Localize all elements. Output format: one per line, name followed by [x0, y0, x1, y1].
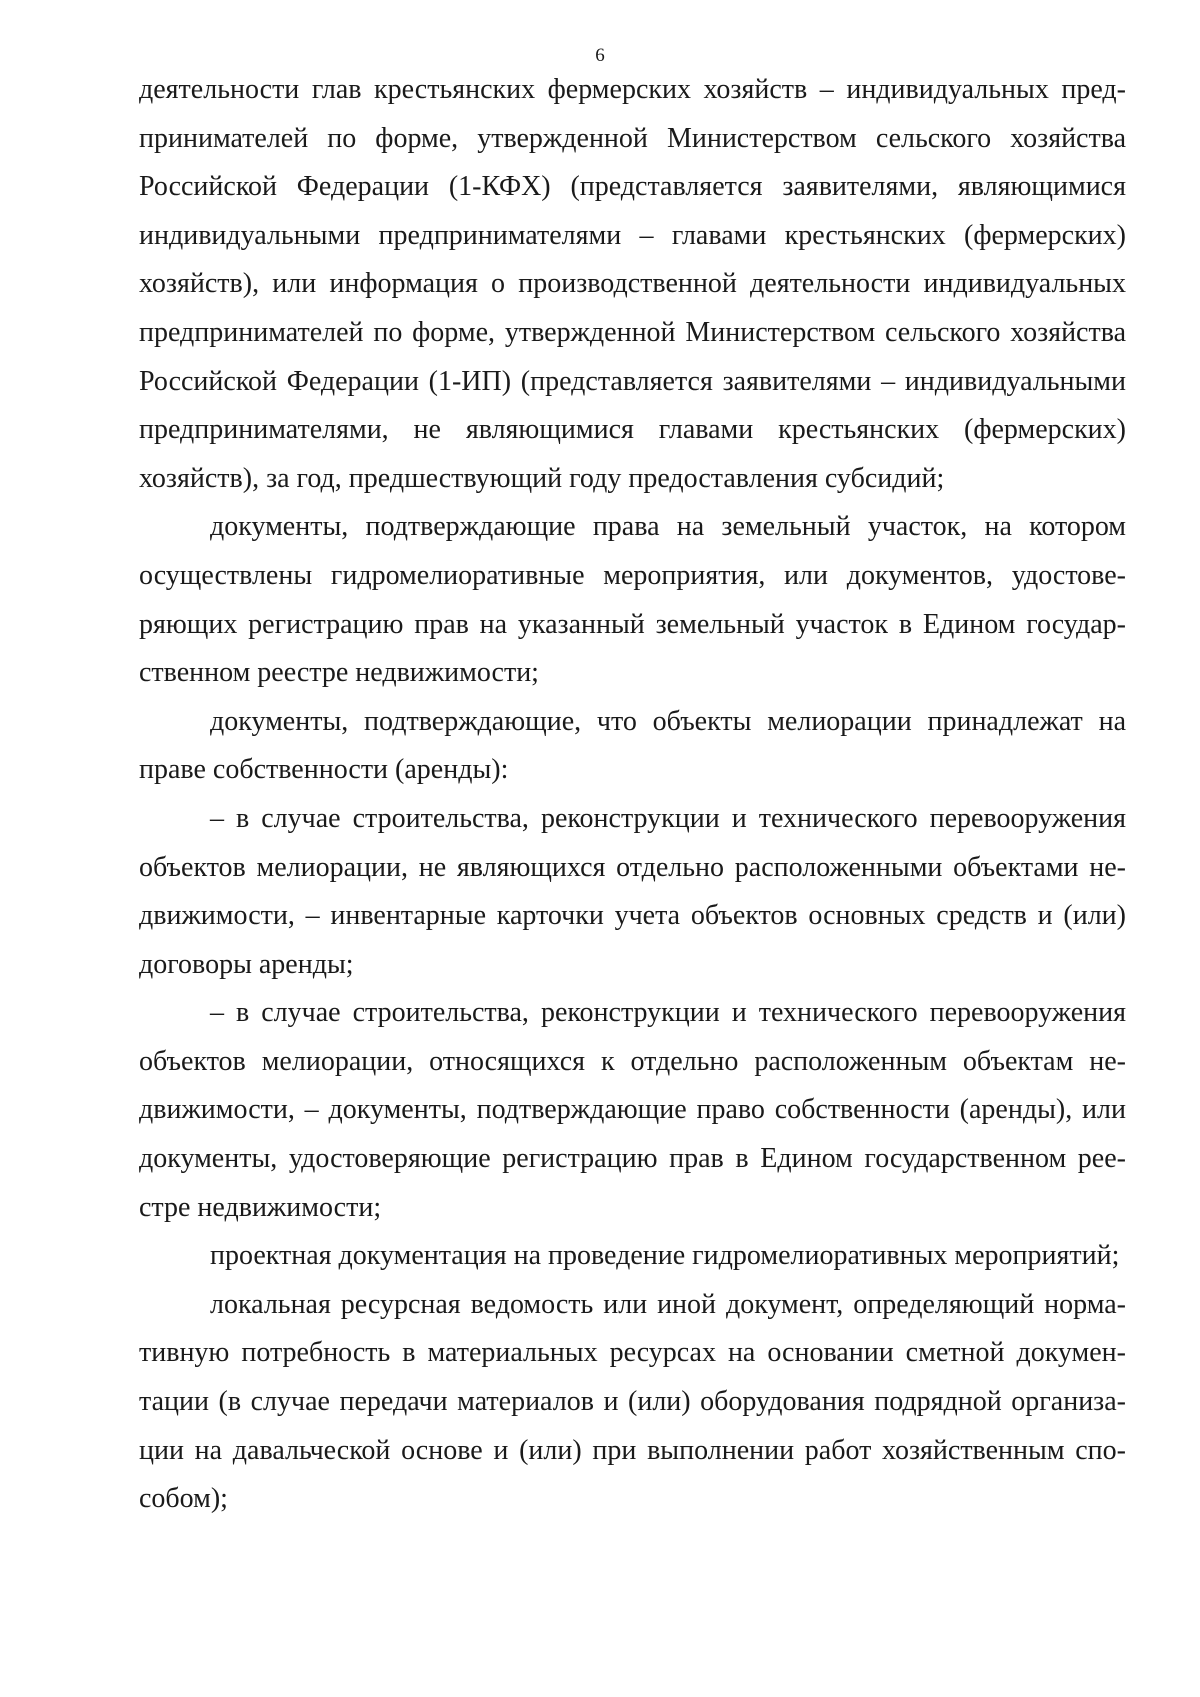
paragraph-non-separate-objects: – в случае строительства, реконструкции и технического перевооружения объектов мелиорации, не являющихся отдельно расположенными объектами недвижимости, – инвентарные карточки учета объектов основных средств и (или) договоры аренды; [139, 802, 1126, 980]
paragraph-resource-statement: локальная ресурсная ведомость или иной документ, определяющий нормативную потребность в материальных ресурсах на основании сметной документации (в случае передачи материалов и (или) оборудования подрядной организации на давальческой основе и (или) при выполнении работ хозяйственным способом); [139, 1288, 1126, 1515]
paragraph-separate-objects: – в случае строительства, реконструкции и технического перевооружения объектов мелиорации, относящихся к отдельно расположенным объектам недвижимости, – документы, подтверждающие право собственности (аренды), или документы, удостоверяющие регистрацию прав в Едином государственном реестре недвижимости; [139, 997, 1126, 1223]
page-number: 6 [595, 45, 605, 66]
paragraph-land-rights-documents: документы, подтверждающие права на земельный участок, на котором осуществлены гидромелиоративные мероприятия, или документов, удостоверяющих регистрацию прав на указанный земельный участок в Едином государственном реестре недвижимости; [139, 511, 1126, 689]
document-body [139, 66, 1126, 1524]
paragraph-project-documentation: проектная документация на проведение гидромелиоративных мероприятий; [210, 1240, 1120, 1272]
paragraph-farm-activity-info: деятельности глав крестьянских фермерских хозяйств – индивидуальных предпринимателей по форме, утвержденной Министерством сельского хозяйства Российской Федерации (1-КФХ) (представляется заявителями, являющимися индивидуальными предпринимателями – главами крестьянских (фермерских) хозяйств), или информация о производственной деятельности индивидуальных предпринимателей по форме, утвержденной Министерством сельского хозяйства Российской Федерации (1-ИП) (представляется заявителями – индивидуальными предпринимателями, не являющимися главами крестьянских (фермерских) хозяйств), за год, предшествующий году предоставления субсидий; [139, 74, 1126, 494]
paragraph-ownership-documents: документы, подтверждающие, что объекты мелиорации принадлежат на праве собственности (аренды): [139, 705, 1126, 786]
